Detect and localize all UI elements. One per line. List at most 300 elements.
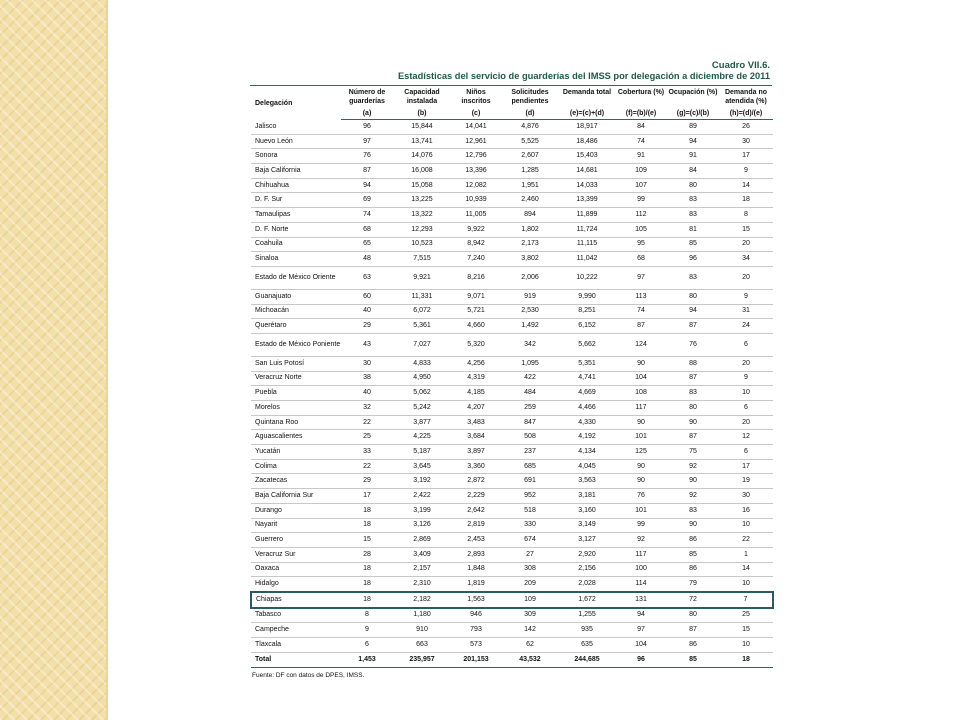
table-cell: 2,893 <box>451 547 501 562</box>
table-cell: 3,181 <box>559 489 615 504</box>
table-cell: 114 <box>615 577 667 592</box>
table-cell: 2,173 <box>501 237 559 252</box>
table-cell: 573 <box>451 638 501 653</box>
table-row <box>251 178 773 193</box>
table-cell: 4,256 <box>451 356 501 371</box>
table-cell: 76 <box>341 149 393 164</box>
column-header: Ocupación (%) <box>668 89 718 96</box>
table-cell: 40 <box>341 304 393 319</box>
delegation-name: Puebla <box>251 386 341 401</box>
table-cell: 1,180 <box>393 608 451 623</box>
table-cell: 3,897 <box>451 445 501 460</box>
table-cell: 2,920 <box>559 547 615 562</box>
table-cell: 4,876 <box>501 120 559 135</box>
column-formula: (b) <box>393 108 451 120</box>
table-cell: 13,322 <box>393 208 451 223</box>
total-cell: 85 <box>667 652 719 667</box>
table-cell: 83 <box>667 193 719 208</box>
table-cell: 5,351 <box>559 356 615 371</box>
table-cell: 685 <box>501 459 559 474</box>
table-cell: 142 <box>501 623 559 638</box>
table-cell: 74 <box>615 304 667 319</box>
table-cell: 107 <box>615 178 667 193</box>
table-cell: 11,042 <box>559 252 615 267</box>
table-cell: 87 <box>667 430 719 445</box>
column-header: Cobertura (%) <box>617 89 665 96</box>
table-cell: 1,951 <box>501 178 559 193</box>
delegation-name: Veracruz Norte <box>251 371 341 386</box>
delegation-name: Tamaulipas <box>251 208 341 223</box>
table-cell: 18,917 <box>559 120 615 135</box>
table-cell: 330 <box>501 518 559 533</box>
table-cell: 635 <box>559 638 615 653</box>
table-cell: 87 <box>667 623 719 638</box>
side-decorative-pattern <box>0 0 106 720</box>
table-cell: 910 <box>393 623 451 638</box>
table-cell: 87 <box>615 319 667 334</box>
table-cell: 4,330 <box>559 415 615 430</box>
table-cell: 125 <box>615 445 667 460</box>
table-cell: 1,563 <box>451 592 501 608</box>
table-cell: 83 <box>667 503 719 518</box>
delegation-name: Oaxaca <box>251 562 341 577</box>
table-cell: 96 <box>341 120 393 135</box>
total-label: Total <box>251 652 341 667</box>
table-cell: 90 <box>615 459 667 474</box>
table-row <box>251 164 773 179</box>
table-cell: 25 <box>341 430 393 445</box>
table-cell: 10 <box>719 577 773 592</box>
total-row <box>251 652 773 667</box>
table-row <box>251 252 773 267</box>
delegation-name: Guerrero <box>251 533 341 548</box>
table-cell: 86 <box>667 562 719 577</box>
delegation-name: Aguascalientes <box>251 430 341 445</box>
table-cell: 935 <box>559 623 615 638</box>
table-cell: 4,466 <box>559 401 615 416</box>
total-cell: 244,685 <box>559 652 615 667</box>
table-body <box>251 120 773 668</box>
table-cell: 30 <box>341 356 393 371</box>
delegation-name: Coahuila <box>251 237 341 252</box>
table-cell: 4,741 <box>559 371 615 386</box>
delegation-name: D. F. Sur <box>251 193 341 208</box>
table-row <box>251 474 773 489</box>
table-cell: 92 <box>667 459 719 474</box>
table-cell: 105 <box>615 222 667 237</box>
table-cell: 209 <box>501 577 559 592</box>
table-cell: 19 <box>719 474 773 489</box>
table-cell: 18 <box>341 562 393 577</box>
table-cell: 15,058 <box>393 178 451 193</box>
table-cell: 99 <box>615 193 667 208</box>
table-cell: 691 <box>501 474 559 489</box>
column-header: Capacidad instalada <box>404 89 440 105</box>
table-row <box>251 356 773 371</box>
table-row <box>251 608 773 623</box>
table-row <box>251 547 773 562</box>
total-cell: 201,153 <box>451 652 501 667</box>
delegation-name: San Luis Potosí <box>251 356 341 371</box>
table-cell: 259 <box>501 401 559 416</box>
table-cell: 94 <box>667 134 719 149</box>
column-formula: (f)=(b)/(e) <box>615 108 667 120</box>
table-cell: 11,724 <box>559 222 615 237</box>
delegation-name: Veracruz Sur <box>251 547 341 562</box>
table-cell: 8,251 <box>559 304 615 319</box>
header-row-labels <box>251 86 773 108</box>
table-cell: 90 <box>615 356 667 371</box>
table-cell: 9,990 <box>559 289 615 304</box>
table-row <box>251 289 773 304</box>
table-row <box>251 386 773 401</box>
table-cell: 80 <box>667 178 719 193</box>
table-cell: 83 <box>667 266 719 289</box>
table-cell: 10 <box>719 386 773 401</box>
table-cell: 3,483 <box>451 415 501 430</box>
table-cell: 74 <box>341 208 393 223</box>
table-cell: 80 <box>667 608 719 623</box>
table-cell: 952 <box>501 489 559 504</box>
delegation-name: Guanajuato <box>251 289 341 304</box>
table-cell: 90 <box>667 474 719 489</box>
table-cell: 14 <box>719 178 773 193</box>
column-header: Delegación <box>255 100 293 108</box>
table-cell: 3,149 <box>559 518 615 533</box>
table-row <box>251 401 773 416</box>
table-cell: 17 <box>719 149 773 164</box>
table-cell: 92 <box>667 489 719 504</box>
table-cell: 18 <box>719 193 773 208</box>
table-cell: 919 <box>501 289 559 304</box>
table-cell: 32 <box>341 401 393 416</box>
table-cell: 68 <box>341 222 393 237</box>
table-row <box>251 577 773 592</box>
table-cell: 2,642 <box>451 503 501 518</box>
table-cell: 4,669 <box>559 386 615 401</box>
table-cell: 14,041 <box>451 120 501 135</box>
table-row <box>251 518 773 533</box>
delegation-name: Quintana Roo <box>251 415 341 430</box>
table-cell: 5,242 <box>393 401 451 416</box>
table-cell: 2,182 <box>393 592 451 608</box>
table-cell: 663 <box>393 638 451 653</box>
table-cell: 28 <box>341 547 393 562</box>
table-row <box>251 208 773 223</box>
table-cell: 97 <box>341 134 393 149</box>
table-row <box>251 237 773 252</box>
table-cell: 18 <box>341 518 393 533</box>
table-cell: 8,216 <box>451 266 501 289</box>
table-cell: 4,045 <box>559 459 615 474</box>
table-cell: 4,225 <box>393 430 451 445</box>
statistics-table <box>250 86 774 668</box>
table-cell: 90 <box>667 415 719 430</box>
table-cell: 14,681 <box>559 164 615 179</box>
total-cell: 235,957 <box>393 652 451 667</box>
delegation-name: Baja California <box>251 164 341 179</box>
table-cell: 12,961 <box>451 134 501 149</box>
table-cell: 34 <box>719 252 773 267</box>
delegation-name: Sinaloa <box>251 252 341 267</box>
table-cell: 6 <box>719 445 773 460</box>
table-cell: 5,320 <box>451 333 501 356</box>
delegation-name: Chiapas <box>251 592 341 608</box>
table-cell: 94 <box>341 178 393 193</box>
table-cell: 76 <box>667 333 719 356</box>
delegation-name: Yucatán <box>251 445 341 460</box>
table-cell: 29 <box>341 474 393 489</box>
delegation-name: Nuevo León <box>251 134 341 149</box>
delegation-name: Nayarit <box>251 518 341 533</box>
delegation-name: D. F. Norte <box>251 222 341 237</box>
table-cell: 10,222 <box>559 266 615 289</box>
table-cell: 10,523 <box>393 237 451 252</box>
table-cell: 1,802 <box>501 222 559 237</box>
table-cell: 62 <box>501 638 559 653</box>
table-cell: 88 <box>667 356 719 371</box>
table-cell: 4,833 <box>393 356 451 371</box>
table-row <box>251 222 773 237</box>
table-cell: 87 <box>341 164 393 179</box>
table-cell: 95 <box>615 237 667 252</box>
table-cell: 2,869 <box>393 533 451 548</box>
table-cell: 16 <box>719 503 773 518</box>
table-cell: 3,877 <box>393 415 451 430</box>
table-cell: 16,008 <box>393 164 451 179</box>
table-row <box>251 638 773 653</box>
table-cell: 22 <box>341 415 393 430</box>
table-cell: 117 <box>615 547 667 562</box>
table-cell: 76 <box>615 489 667 504</box>
table-row <box>251 489 773 504</box>
table-cell: 30 <box>719 489 773 504</box>
table-row <box>251 304 773 319</box>
table-cell: 97 <box>615 266 667 289</box>
table-cell: 2,006 <box>501 266 559 289</box>
table-cell: 11,115 <box>559 237 615 252</box>
table-cell: 101 <box>615 430 667 445</box>
table-cell: 15 <box>719 623 773 638</box>
table-cell: 96 <box>667 252 719 267</box>
table-cell: 3,409 <box>393 547 451 562</box>
column-header: Demanda total <box>562 89 612 96</box>
table-cell: 72 <box>667 592 719 608</box>
table-cell: 7,515 <box>393 252 451 267</box>
table-cell: 3,199 <box>393 503 451 518</box>
table-row <box>251 415 773 430</box>
table-cell: 1,848 <box>451 562 501 577</box>
table-cell: 18 <box>341 577 393 592</box>
delegation-name: Baja California Sur <box>251 489 341 504</box>
table-row <box>251 149 773 164</box>
table-row <box>251 562 773 577</box>
table-cell: 100 <box>615 562 667 577</box>
table-cell: 15,844 <box>393 120 451 135</box>
table-cell: 38 <box>341 371 393 386</box>
total-cell: 1,453 <box>341 652 393 667</box>
table-cell: 6 <box>341 638 393 653</box>
table-cell: 69 <box>341 193 393 208</box>
table-cell: 12,082 <box>451 178 501 193</box>
table-cell: 9 <box>341 623 393 638</box>
table-cell: 308 <box>501 562 559 577</box>
table-cell: 86 <box>667 533 719 548</box>
table-cell: 894 <box>501 208 559 223</box>
table-cell: 2,819 <box>451 518 501 533</box>
table-cell: 30 <box>719 134 773 149</box>
table-cell: 5,361 <box>393 319 451 334</box>
table-cell: 6,152 <box>559 319 615 334</box>
table-cell: 4,134 <box>559 445 615 460</box>
table-row <box>251 120 773 135</box>
column-formula: (a) <box>341 108 393 120</box>
table-cell: 80 <box>667 289 719 304</box>
table-cell: 80 <box>667 401 719 416</box>
table-cell: 65 <box>341 237 393 252</box>
table-row <box>251 459 773 474</box>
table-cell: 40 <box>341 386 393 401</box>
table-cell: 20 <box>719 415 773 430</box>
table-cell: 1,095 <box>501 356 559 371</box>
table-cell: 8 <box>341 608 393 623</box>
table-cell: 90 <box>615 415 667 430</box>
table-cell: 309 <box>501 608 559 623</box>
table-cell: 2,453 <box>451 533 501 548</box>
delegation-name: Estado de México Poniente <box>251 333 341 356</box>
column-formula: (c) <box>451 108 501 120</box>
table-cell: 84 <box>667 164 719 179</box>
table-cell: 14,033 <box>559 178 615 193</box>
table-cell: 20 <box>719 356 773 371</box>
table-cell: 11,899 <box>559 208 615 223</box>
table-cell: 97 <box>615 623 667 638</box>
table-cell: 3,645 <box>393 459 451 474</box>
table-cell: 5,062 <box>393 386 451 401</box>
table-cell: 3,126 <box>393 518 451 533</box>
delegation-name: Hidalgo <box>251 577 341 592</box>
table-cell: 422 <box>501 371 559 386</box>
table-cell: 94 <box>615 608 667 623</box>
table-cell: 13,225 <box>393 193 451 208</box>
table-cell: 86 <box>667 638 719 653</box>
table-cell: 484 <box>501 386 559 401</box>
table-cell: 85 <box>667 547 719 562</box>
table-cell: 9 <box>719 371 773 386</box>
table-row <box>251 623 773 638</box>
table-cell: 7,240 <box>451 252 501 267</box>
table-cell: 15 <box>341 533 393 548</box>
table-cell: 2,872 <box>451 474 501 489</box>
table-cell: 1,672 <box>559 592 615 608</box>
delegation-name: Chihuahua <box>251 178 341 193</box>
table-cell: 237 <box>501 445 559 460</box>
table-cell: 20 <box>719 266 773 289</box>
delegation-name: Querétaro <box>251 319 341 334</box>
column-header: Niños inscritos <box>461 89 491 105</box>
table-cell: 109 <box>501 592 559 608</box>
table-cell: 24 <box>719 319 773 334</box>
table-cell: 9,921 <box>393 266 451 289</box>
table-cell: 2,157 <box>393 562 451 577</box>
table-cell: 74 <box>615 134 667 149</box>
table-cell: 17 <box>719 459 773 474</box>
table-cell: 5,187 <box>393 445 451 460</box>
delegation-name: Durango <box>251 503 341 518</box>
table-cell: 12,293 <box>393 222 451 237</box>
table-cell: 85 <box>667 237 719 252</box>
table-cell: 1,819 <box>451 577 501 592</box>
table-cell: 104 <box>615 638 667 653</box>
table-cell: 112 <box>615 208 667 223</box>
table-cell: 91 <box>615 149 667 164</box>
table-cell: 22 <box>341 459 393 474</box>
table-cell: 2,028 <box>559 577 615 592</box>
table-cell: 83 <box>667 386 719 401</box>
table-cell: 4,660 <box>451 319 501 334</box>
total-cell: 96 <box>615 652 667 667</box>
table-cell: 2,422 <box>393 489 451 504</box>
table-cell: 9,071 <box>451 289 501 304</box>
column-formula: (e)=(c)+(d) <box>559 108 615 120</box>
table-cell: 31 <box>719 304 773 319</box>
table-cell: 90 <box>615 474 667 489</box>
table-cell: 1 <box>719 547 773 562</box>
table-cell: 99 <box>615 518 667 533</box>
table-title: Cuadro VII.6. <box>711 60 770 71</box>
table-cell: 12 <box>719 430 773 445</box>
table-cell: 7 <box>719 592 773 608</box>
table-cell: 13,741 <box>393 134 451 149</box>
table-row <box>251 592 773 608</box>
delegation-name: Zacatecas <box>251 474 341 489</box>
table-cell: 4,185 <box>451 386 501 401</box>
table-cell: 124 <box>615 333 667 356</box>
table-cell: 518 <box>501 503 559 518</box>
table-cell: 13,399 <box>559 193 615 208</box>
total-cell: 43,532 <box>501 652 559 667</box>
delegation-name: Michoacán <box>251 304 341 319</box>
total-cell: 18 <box>719 652 773 667</box>
table-cell: 117 <box>615 401 667 416</box>
delegation-name: Colima <box>251 459 341 474</box>
column-header: Solicitudes pendientes <box>511 89 549 105</box>
table-cell: 108 <box>615 386 667 401</box>
column-header: Número de guarderías <box>348 89 386 105</box>
table-cell: 2,310 <box>393 577 451 592</box>
table-cell: 60 <box>341 289 393 304</box>
table-cell: 6,072 <box>393 304 451 319</box>
side-divider <box>106 0 108 720</box>
delegation-name: Campeche <box>251 623 341 638</box>
table-cell: 101 <box>615 503 667 518</box>
delegation-name: Tabasco <box>251 608 341 623</box>
table-cell: 84 <box>615 120 667 135</box>
table-cell: 10 <box>719 518 773 533</box>
table-cell: 91 <box>667 149 719 164</box>
table-cell: 43 <box>341 333 393 356</box>
table-cell: 1,285 <box>501 164 559 179</box>
column-header: Demanda no atendida (%) <box>724 89 767 105</box>
table-cell: 847 <box>501 415 559 430</box>
delegation-name: Jalisco <box>251 120 341 135</box>
table-cell: 90 <box>667 518 719 533</box>
table-cell: 83 <box>667 208 719 223</box>
table-cell: 27 <box>501 547 559 562</box>
table-cell: 342 <box>501 333 559 356</box>
table-cell: 48 <box>341 252 393 267</box>
table-row <box>251 445 773 460</box>
